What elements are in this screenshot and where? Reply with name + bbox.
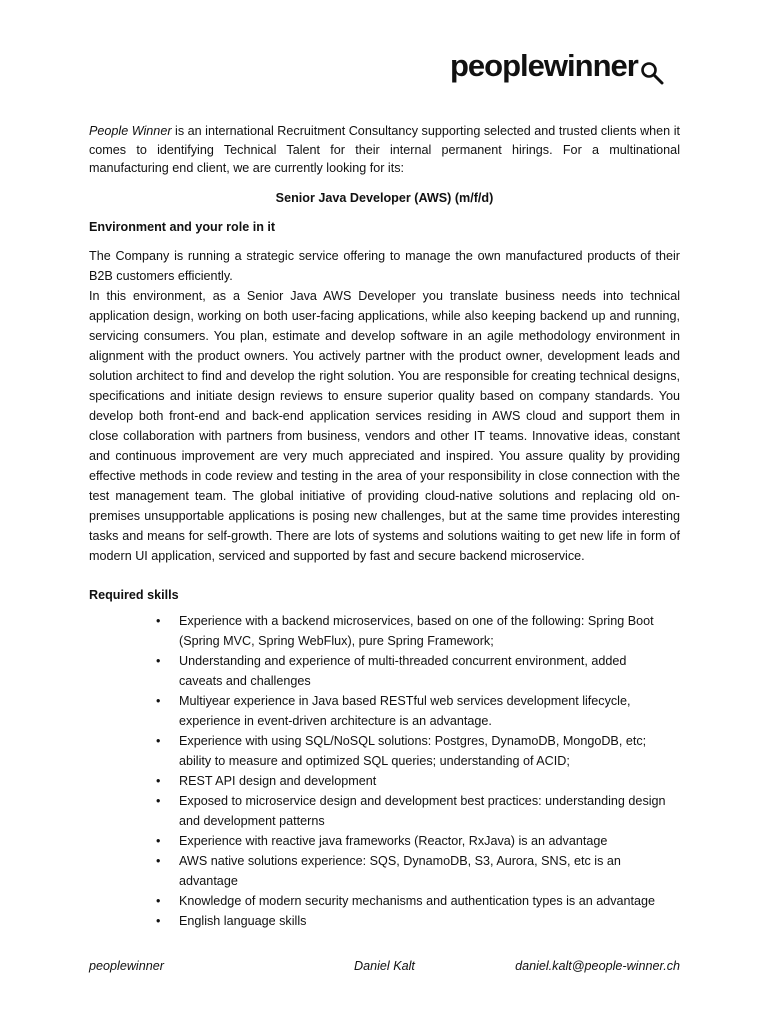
company-logo [450,50,665,81]
logo-text: peoplewinner [450,48,638,83]
intro-paragraph [89,122,680,178]
skill-text: Knowledge of modern security mechanisms and authentication types is an advantage [179,893,656,908]
bullet-icon: • [156,733,161,748]
bullet-icon: • [156,693,161,708]
list-item [89,831,680,851]
footer-contact-name: Daniel Kalt [354,959,415,973]
list-item [89,771,680,791]
footer-company: peoplewinner [89,959,164,973]
bullet-icon: • [156,913,161,928]
skill-text: Understanding and experience of multi-threaded concurrent environment, added caveats and challenges [179,653,627,688]
footer-email-link[interactable]: daniel.kalt@people-winner.ch [515,959,680,973]
skill-text: Experience with reactive java frameworks (Reactor, RxJava) is an advantage [179,833,608,848]
list-item [89,851,680,891]
bullet-icon: • [156,853,161,868]
bullet-icon: • [156,773,161,788]
list-item [89,691,680,731]
bullet-icon: • [156,793,161,808]
job-title: Senior Java Developer (AWS) (m/f/d) [275,190,494,205]
magnifier-icon [639,59,665,85]
intro-text: is an international Recruitment Consultancy supporting selected and trusted clients when it comes to identifying Technical Talent for their internal permanent hirings. For a multinational manufacturing end client, we are currently looking for its: [89,124,680,175]
skill-text: Multiyear experience in Java based RESTful web services development lifecycle, experience in event-driven architecture is an advantage. [179,693,631,728]
skill-text: Experience with a backend microservices, based on one of the following: Spring Boot (Spring MVC, Spring WebFlux), pure Spring Framework; [179,613,654,648]
list-item [89,731,680,771]
environment-heading: Environment and your role in it [89,219,276,234]
bullet-icon: • [156,893,161,908]
skill-text: REST API design and development [179,773,377,788]
skills-list [89,611,680,931]
company-name: People Winner [89,124,172,138]
bullet-icon: • [156,653,161,668]
bullet-icon: • [156,833,161,848]
skill-text: AWS native solutions experience: SQS, DynamoDB, S3, Aurora, SNS, etc is an advantage [179,853,621,888]
list-item [89,911,680,931]
bullet-icon: • [156,613,161,628]
environment-paragraph-1: The Company is running a strategic service offering to manage the own manufactured products of their B2B customers efficiently. [89,248,680,283]
skills-heading: Required skills [89,587,179,602]
document-body [89,122,680,931]
list-item [89,791,680,831]
environment-paragraph-2: In this environment, as a Senior Java AWS Developer you translate business needs into technical application design, working on both user-facing applications, while also keeping backend up and running, servicing consumers. You plan, estimate and develop software in an agile methodology environment in alignment with the product owners. You actively partner with the product owner, development leads and solution architect to find and develop the right solution. You are responsible for creating technical designs, specifications and initiate design reviews to ensure superior quality based on company standards. You develop both front-end and back-end application services residing in AWS cloud and support them in close collaboration with partners from business, vendors and other IT teams. Innovative ideas, constant and continuous improvement are very much appreciated and inspired. You assure quality by providing effective methods in code review and testing in the area of your responsibility in close connection with the test management team. The global initiative of providing cloud-native solutions and replacing old on-premises unsupportable applications is posing new challenges, but at the same time provides interesting tasks and means for self-growth. There are lots of systems and solutions waiting to get new life in form of modern UI application, serviced and supported by fast and secure backend microservice. [89,288,680,563]
list-item [89,651,680,691]
skill-text: Exposed to microservice design and development best practices: understanding design and development patterns [179,793,666,828]
list-item [89,891,680,911]
list-item [89,611,680,651]
skill-text: Experience with using SQL/NoSQL solutions: Postgres, DynamoDB, MongoDB, etc; ability to measure and optimized SQL queries; understanding of ACID; [179,733,647,768]
skill-text: English language skills [179,913,307,928]
